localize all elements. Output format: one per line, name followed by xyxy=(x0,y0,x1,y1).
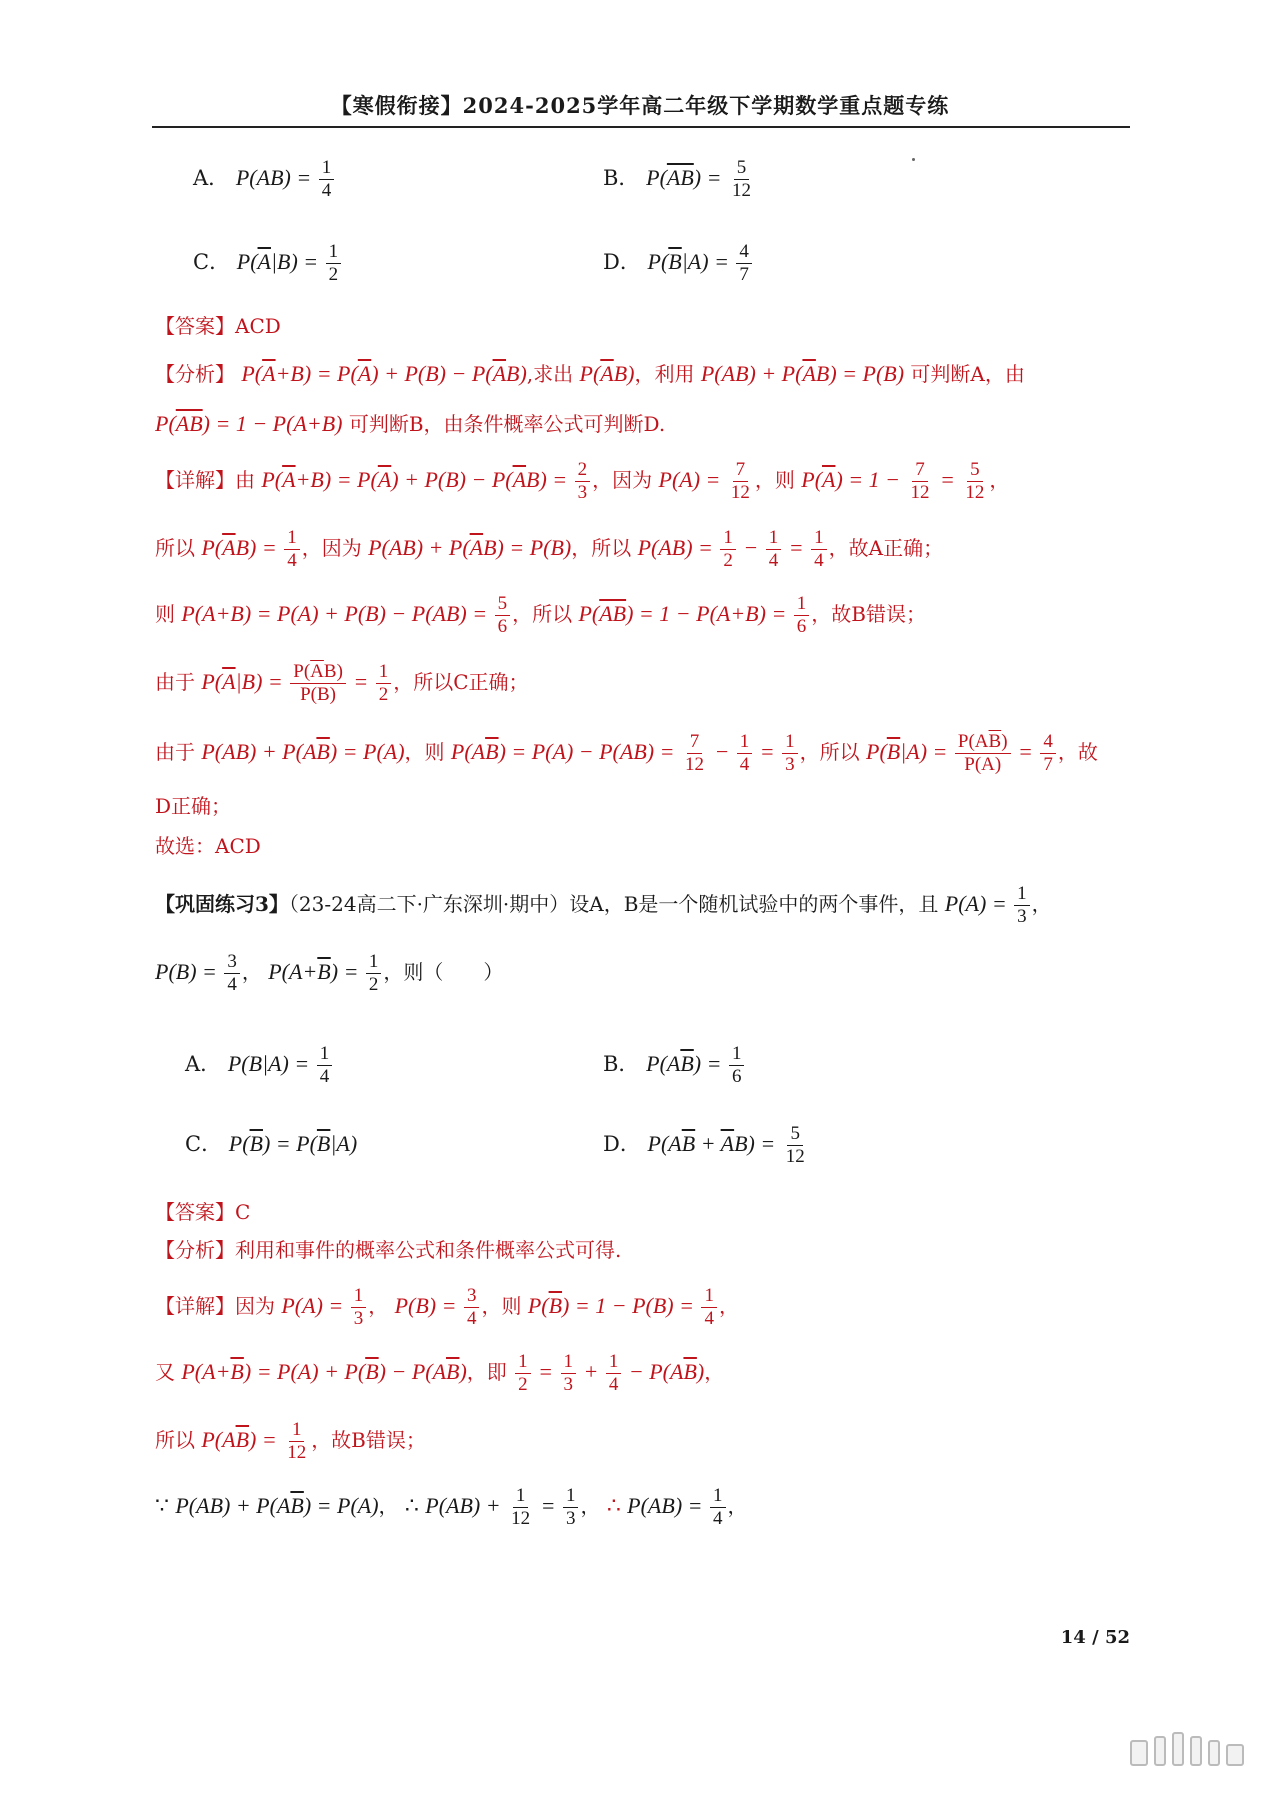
detail-line-6: D正确； xyxy=(155,794,232,818)
option-c: C． $P(\overline{A}|B)$ = $\frac{1}{2}$ xyxy=(193,234,343,290)
problem-3-stem-1: 【巩固练习3】（23-24高二下·广东深圳·期中）设A，B是一个随机试验中的两个事件，且 P(A) = $\frac{1}{3}$ ， xyxy=(155,883,1052,928)
final-answer-line: 故选：ACD xyxy=(155,834,261,858)
answer-line: 【答案】ACD xyxy=(155,314,281,338)
page-number: 14 / 52 xyxy=(1060,1627,1130,1648)
p3-detail-line-3: 所以 $P(A\overline{B})$ = $\frac{1}{12}$ ，故B错误； xyxy=(155,1419,426,1464)
p3-option-d: D． $P(A\overline{B} + \overline{A}B)$ = $\frac{5}{12}$ xyxy=(603,1123,805,1168)
option-a: A． P(AB) = $\frac{1}{4}$ xyxy=(193,150,336,206)
detail-line-5: 由于 $P(AB) + P(A\overline{B}) = P(A)$，则 $P(A\overline{B}) = P(A) - P(AB)$ = $\frac{7}{12}$ − $\frac{1}{4}$ = $\frac{1}{3}$ ，所以 $P(\overline{B}|A)$ = $\frac{P(A\overline{B})}{P(A)}$ = $\frac{4}{7}$ ，故 xyxy=(155,731,1098,776)
p3-detail-line-4: ∵ $P(AB) + P(A\overline{B}) = P(A)$， ∴ P(AB) + $\frac{1}{12}$ = $\frac{1}{3}$ ， ∴ P(AB) = $\frac{1}{4}$ ， xyxy=(155,1485,748,1530)
detail-line-4: 由于 $P(\overline{A}|B)$ = $\frac{P(\overline{A}B)}{P(B)}$ = $\frac{1}{2}$ ，所以C正确； xyxy=(155,661,529,706)
p3-option-c: C． $P(\overline{B}) = P(\overline{B}|A)$ xyxy=(185,1131,358,1156)
analysis-line-2: $P(\overline{AB}) = 1 - P(A+B)$ 可判断B，由条件概率公式可判断D. xyxy=(155,411,666,436)
detail-line-3: 则 P(A+B) = P(A) + P(B) − P(AB) = $\frac{5}{6}$ ，所以 $P(\overline{AB}) = 1 - P(A+B)$ = $\frac{1}{6}$ ，故B错误； xyxy=(155,593,926,638)
p3-detail-line-2: 又 $P(A+\overline{B}) = P(A) + P(\overline{B}) - P(A\overline{B})$，即 $\frac{1}{2}$ = $\frac{1}{3}$ + $\frac{1}{4}$ − $P(A\overline{B})$， xyxy=(155,1351,725,1396)
watermark-logo xyxy=(1130,1732,1244,1766)
header-rule xyxy=(152,126,1130,128)
detail-line-1: 【详解】由 $P(\overline{A}+B) = P(\overline{A}) + P(B) - P(\overline{A}B)$ = $\frac{2}{3}$ ，因为 P(A) = $\frac{7}{12}$ ，则 $P(\overline{A}) = 1$ − $\frac{7}{12}$ = $\frac{5}{12}$ ， xyxy=(155,459,1010,504)
p3-answer-line: 【答案】C xyxy=(155,1200,251,1224)
option-b: B． $P(\overline{AB})$ = $\frac{5}{12}$ xyxy=(603,157,751,202)
p3-analysis-line: 【分析】利用和事件的概率公式和条件概率公式可得. xyxy=(155,1238,622,1262)
detail-line-2: 所以 $P(\overline{A}B)$ = $\frac{1}{4}$ ，因为 $P(AB) + P(\overline{A}B) = P(B)$，所以 P(AB) = $\frac{1}{2}$ − $\frac{1}{4}$ = $\frac{1}{4}$ ，故A正确； xyxy=(155,527,944,572)
problem-3-stem-2: P(B) = $\frac{3}{4}$ ， $P(A+\overline{B})$ = $\frac{1}{2}$ ，则（ ） xyxy=(155,951,504,996)
analysis-line-1: 【分析】 $P(\overline{A}+B) = P(\overline{A}) + P(B) - P(\overline{A}B)$,求出 $P(\overline{A}B)$，利用 $P(AB) + P(\overline{A}B) = P(B)$ 可判断A，由 xyxy=(155,361,1025,386)
option-d: D． $P(\overline{B}|A)$ = $\frac{4}{7}$ xyxy=(603,234,754,290)
p3-option-a: A． P(B|A) = $\frac{1}{4}$ xyxy=(185,1036,334,1092)
p3-detail-line-1: 【详解】因为 P(A) = $\frac{1}{3}$ ， P(B) = $\frac{3}{4}$ ，则 $P(\overline{B}) = 1 - P(B)$ = $\frac{1}{4}$ ， xyxy=(155,1285,739,1330)
scan-speck xyxy=(912,158,915,161)
p3-option-b: B． $P(A\overline{B})$ = $\frac{1}{6}$ xyxy=(603,1036,746,1092)
page-header: 【寒假衔接】2024-2025学年高二年级下学期数学重点题专练 xyxy=(330,93,950,118)
